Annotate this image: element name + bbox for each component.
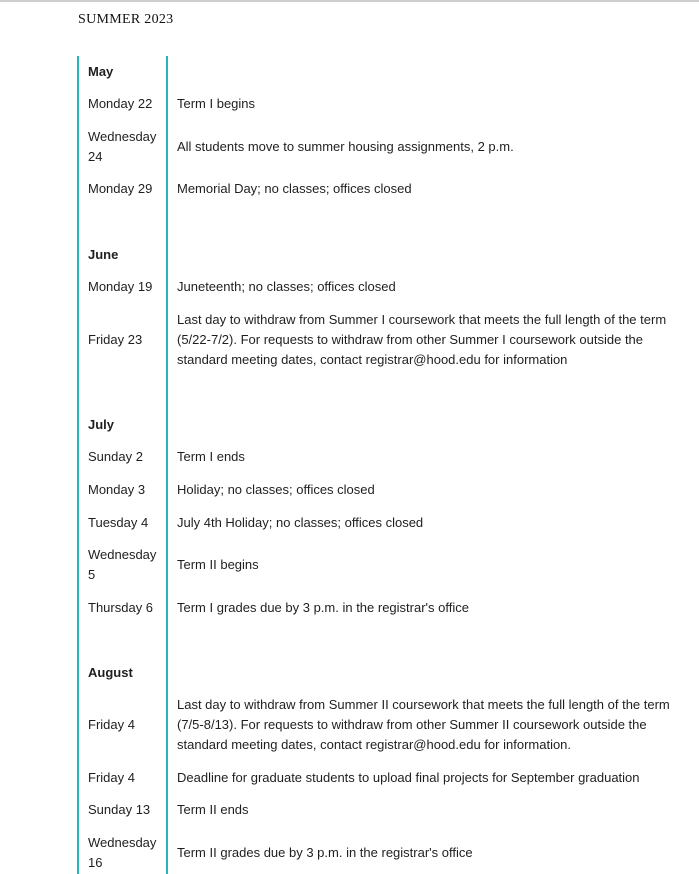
event-date: Wednesday 24 xyxy=(88,129,157,164)
event-description: All students move to summer housing assignments, 2 p.m. xyxy=(177,139,514,154)
page-title: SUMMER 2023 xyxy=(78,12,174,27)
event-description: Term II begins xyxy=(177,557,259,572)
event-date: Wednesday 16 xyxy=(88,835,157,870)
event-description: Deadline for graduate students to upload final projects for September graduation xyxy=(177,770,640,785)
event-date: Monday 29 xyxy=(88,181,153,196)
event-description: Term II ends xyxy=(177,802,249,817)
month-heading: May xyxy=(88,64,114,79)
month-heading: June xyxy=(88,247,119,262)
event-description: Term II grades due by 3 p.m. in the registrar's office xyxy=(177,845,473,860)
event-date: Monday 3 xyxy=(88,482,146,497)
event-description: Term I grades due by 3 p.m. in the registrar's office xyxy=(177,600,469,615)
event-description: Term I begins xyxy=(177,96,256,111)
month-heading: August xyxy=(88,665,133,680)
event-date: Friday 4 xyxy=(88,717,135,732)
event-date: Friday 4 xyxy=(88,770,135,785)
event-date: Tuesday 4 xyxy=(88,515,149,530)
event-date: Sunday 2 xyxy=(88,449,143,464)
event-date: Thursday 6 xyxy=(88,600,154,615)
event-description: Last day to withdraw from Summer I coursework that meets the full length of the term (5/22-7/2). For requests to withdraw from other Summer I coursework outside the standard meeting dates, contact registrar@hood.edu for information xyxy=(177,312,667,367)
event-date: Friday 23 xyxy=(88,332,143,347)
event-date: Monday 22 xyxy=(88,96,153,111)
table-column-divider xyxy=(166,56,168,874)
table-left-border xyxy=(77,56,79,874)
event-description: Memorial Day; no classes; offices closed xyxy=(177,181,412,196)
event-date: Monday 19 xyxy=(88,279,153,294)
event-description: Holiday; no classes; offices closed xyxy=(177,482,375,497)
event-description: Last day to withdraw from Summer II coursework that meets the full length of the term (7/5-8/13). For requests to withdraw from other Summer II coursework outside the standard meeting dates, contact registrar@hood.edu for information. xyxy=(177,697,670,752)
top-divider xyxy=(0,0,699,2)
event-description: Juneteenth; no classes; offices closed xyxy=(177,279,396,294)
month-heading: July xyxy=(88,417,115,432)
event-description: July 4th Holiday; no classes; offices closed xyxy=(177,515,424,530)
event-date: Wednesday 5 xyxy=(88,547,157,582)
event-description: Term I ends xyxy=(177,449,245,464)
event-date: Sunday 13 xyxy=(88,802,151,817)
